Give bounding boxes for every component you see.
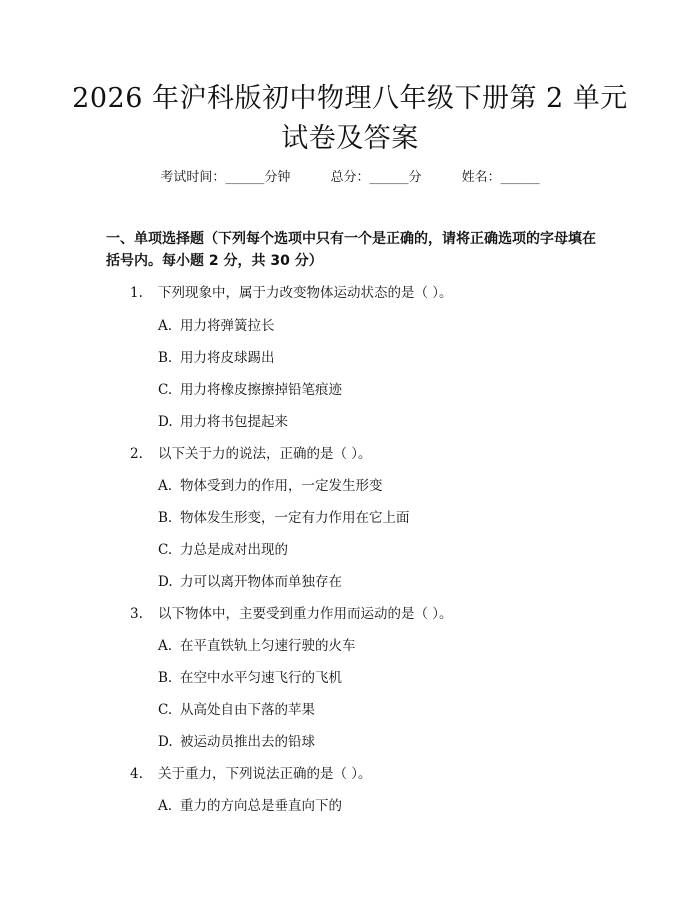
option-text: 用力将皮球踢出 (180, 350, 275, 366)
option-letter: B. (158, 510, 173, 526)
page-title-line-1: 2026 年沪科版初中物理八年级下册第 2 单元 (72, 83, 628, 114)
option-letter: C. (158, 382, 173, 398)
exam-meta (0, 168, 700, 188)
option-text: 在平直铁轨上匀速行驶的火车 (180, 638, 356, 654)
option-letter: A. (158, 798, 173, 814)
question-text: 以下物体中，主要受到重力作用而运动的是（ ）。 (158, 606, 453, 622)
option-text: 被运动员推出去的铅球 (180, 734, 315, 750)
page-title-line-2: 试卷及答案 (281, 123, 419, 154)
question-2-option-b (158, 508, 410, 528)
option-letter: D. (158, 414, 173, 430)
option-letter: B. (158, 350, 173, 366)
total-score-field: 总分：______分 (330, 170, 422, 185)
option-letter: C. (158, 702, 173, 718)
option-text: 物体受到力的作用，一定发生形变 (180, 478, 383, 494)
option-letter: D. (158, 734, 173, 750)
section-heading-line-1: 一、单项选择题（下列每个选项中只有一个是正确的，请将正确选项的字母填在 (106, 231, 596, 247)
question-text: 以下关于力的说法，正确的是（ ）。 (158, 446, 372, 462)
question-text: 关于重力，下列说法正确的是（ ）。 (158, 766, 372, 782)
question-1-option-c (158, 380, 342, 400)
option-text: 力可以离开物体而单独存在 (180, 574, 342, 590)
question-1-option-d (158, 412, 288, 432)
option-letter: B. (158, 670, 173, 686)
question-number: 3. (130, 606, 143, 622)
question-3-option-a (158, 636, 356, 656)
question-3-option-c (158, 700, 315, 720)
question-1 (130, 283, 453, 303)
question-text: 下列现象中，属于力改变物体运动状态的是（ ）。 (158, 285, 453, 301)
exam-time-field: 考试时间：______分钟 (160, 170, 291, 185)
question-1-option-b (158, 348, 275, 368)
question-3-option-d (158, 732, 315, 752)
student-name-field: 姓名：______ (461, 170, 540, 185)
question-number: 1. (130, 285, 143, 301)
option-text: 从高处自由下落的苹果 (180, 702, 315, 718)
question-1-option-a (158, 316, 275, 336)
option-text: 用力将橡皮擦擦掉铅笔痕迹 (180, 382, 342, 398)
option-letter: C. (158, 542, 173, 558)
option-text: 用力将书包提起来 (180, 414, 288, 430)
option-letter: A. (158, 478, 173, 494)
section-heading (106, 228, 606, 272)
question-2-option-a (158, 476, 383, 496)
section-heading-line-2: 括号内。每小题 2 分，共 30 分） (106, 253, 323, 269)
option-text: 用力将弹簧拉长 (180, 318, 275, 334)
option-letter: A. (158, 638, 173, 654)
option-text: 物体发生形变，一定有力作用在它上面 (180, 510, 410, 526)
question-2-option-c (158, 540, 288, 560)
option-letter: D. (158, 574, 173, 590)
question-3-option-b (158, 668, 342, 688)
option-text: 在空中水平匀速飞行的飞机 (180, 670, 342, 686)
question-3 (130, 604, 453, 624)
question-2-option-d (158, 572, 342, 592)
question-number: 2. (130, 446, 143, 462)
question-number: 4. (130, 766, 143, 782)
question-2 (130, 444, 372, 464)
option-text: 力总是成对出现的 (180, 542, 288, 558)
option-text: 重力的方向总是垂直向下的 (180, 798, 342, 814)
question-4 (130, 764, 372, 784)
question-4-option-a (158, 796, 342, 816)
option-letter: A. (158, 318, 173, 334)
